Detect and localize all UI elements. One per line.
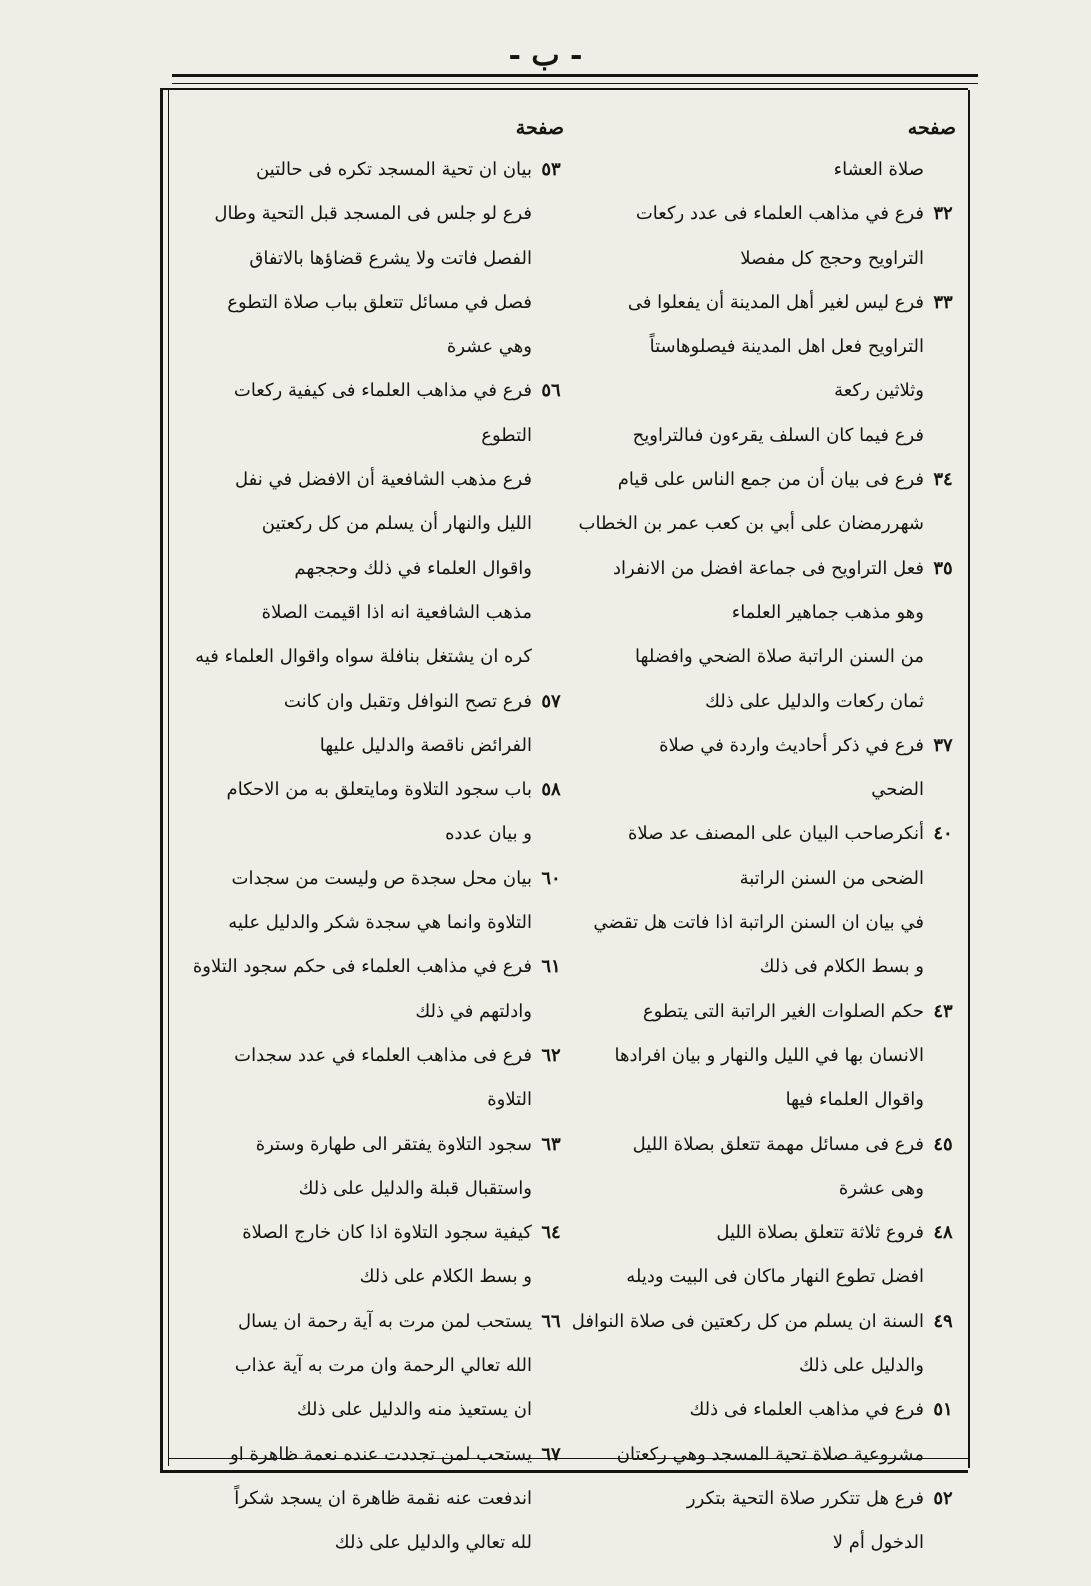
toc-page-number: ٣٥ [933,557,953,579]
toc-entry-text: صلاة العشاء [833,159,924,180]
toc-page-number [532,901,570,945]
toc-entry-line [178,635,570,679]
toc-page-number [924,414,962,458]
toc-entry-text: حكم الصلوات الغير الراتبة التى يتطوع [642,1000,924,1022]
toc-page-number [924,369,962,413]
toc-page-number [924,502,962,546]
toc-page-number [532,237,570,281]
toc-entry-line [178,1300,570,1344]
toc-page-number [532,325,570,369]
toc-entry-text: فرع في مذاهب العلماء فى عدد ركعات [635,203,924,225]
toc-entry-line [572,635,962,679]
toc-page-number: ٥٧ [541,690,561,712]
toc-entry-text: التلاوة وانما هي سجدة شكر والدليل عليه [228,912,532,934]
toc-entry-line [178,1521,570,1565]
toc-entry-line [572,1477,962,1521]
toc-left-column [178,108,570,1566]
toc-page-number [924,1344,962,1388]
toc-entry-text: الليل والنهار أن يسلم من كل ركعتين [261,513,532,535]
toc-page-number: ٥٦ [541,380,561,402]
column-divider [968,90,970,1468]
toc-entry-text: ان يستعيذ منه والدليل على ذلك [296,1399,532,1421]
toc-entry-line [572,1123,962,1167]
toc-entry-line [178,192,570,236]
toc-page-number [532,1521,570,1565]
toc-entry-text: أنكرصاحب البيان على المصنف عد صلاة [627,823,924,845]
toc-entry-text: بيان محل سجدة ص وليست من سجدات [231,867,532,889]
toc-entry-line [178,502,570,546]
toc-entry-text: فرع لو جلس فى المسجد قبل التحية وطال [214,203,532,225]
toc-entry-line [178,458,570,502]
toc-entry-text: من السنن الراتبة صلاة الضحي وافضلها [635,646,924,668]
toc-entry-line [178,148,570,192]
toc-entry-text: الضحي [871,779,924,801]
toc-entry-line [178,1477,570,1521]
toc-page-number [924,680,962,724]
toc-page-number [532,192,570,236]
toc-entry-text: ثمان ركعات والدليل على ذلك [705,690,924,712]
toc-page-number [924,945,962,989]
toc-entry-line [178,768,570,812]
toc-entry-line [572,812,962,856]
toc-entry-text: كره ان يشتغل بنافلة سواه واقوال العلماء فيه [195,646,532,668]
toc-page-number: ٤٨ [933,1222,953,1244]
toc-entry-text: مشروعية صلاة تحية المسجد وهي ركعتان [616,1443,924,1465]
toc-entry-line [572,414,962,458]
toc-entry-text: فرع مذهب الشافعية أن الافضل في نفل [235,469,532,491]
toc-entry-text: السنة ان يسلم من كل ركعتين فى صلاة النوافل [572,1310,924,1332]
toc-entry-line [178,369,570,413]
toc-entry-text: الفصل فاتت ولا يشرع قضاؤها بالاتفاق [249,247,532,269]
toc-entry-text: فعل التراويح فى جماعة افضل من الانفراد [613,557,924,579]
toc-entry-text: فرع ليس لغير أهل المدينة أن يفعلوا فى [627,291,924,313]
toc-entry-line [178,1433,570,1477]
toc-entry-text: مذهب الشافعية انه اذا اقيمت الصلاة [261,601,532,623]
toc-entry-line [572,1211,962,1255]
toc-page-number: ٤٠ [933,823,953,845]
toc-page-number [924,1433,962,1477]
toc-page-number: ٦١ [541,956,561,978]
toc-entry-line [572,1300,962,1344]
toc-page-number [924,768,962,812]
toc-entry-text: فرع فى بيان أن من جمع الناس على قيام [617,469,924,491]
toc-entry-line [572,1078,962,1122]
toc-entry-line [572,502,962,546]
toc-page-number: ٦٦ [541,1310,561,1332]
toc-entry-line [572,1388,962,1432]
toc-entry-text: التراويح وحجج كل مفصلا [740,247,924,269]
toc-entry-text: يستحب لمن مرت به آية رحمة ان يسال [237,1310,532,1332]
toc-entry-text: كيفية سجود التلاوة اذا كان خارج الصلاة [242,1222,532,1244]
toc-entry-line [178,1034,570,1078]
toc-page-number [924,857,962,901]
toc-entry-line [572,148,962,192]
toc-entry-line [572,325,962,369]
frame-left-inner-rule [168,90,169,1466]
toc-entry-line [572,192,962,236]
toc-page-number: ٦٤ [541,1222,561,1244]
toc-page-number: ٣٢ [933,203,953,225]
toc-entry-line [572,1034,962,1078]
toc-entry-line [178,1078,570,1122]
toc-page-number [924,1255,962,1299]
toc-entry-line [572,1255,962,1299]
toc-entry-text: الدخول أم لا [832,1532,924,1554]
toc-entry-text: و بسط الكلام فى ذلك [759,956,924,978]
toc-page-number [924,1034,962,1078]
toc-entry-text: وثلاثين ركعة [834,380,924,402]
toc-page-number [532,812,570,856]
toc-page-number [924,1521,962,1565]
toc-entry-text: بيان ان تحية المسجد تكره فى حالتين [255,159,532,180]
toc-entry-line [178,1388,570,1432]
toc-entry-line [178,325,570,369]
toc-entry-line [178,1255,570,1299]
toc-page-number: ٦٧ [541,1443,561,1465]
toc-entry-text: و بيان عدده [445,823,532,845]
toc-page-number [532,1078,570,1122]
toc-page-number [532,458,570,502]
toc-entry-line [178,237,570,281]
toc-entry-text: يستحب لمن تجددت عنده نعمة ظاهرة او [230,1443,532,1465]
toc-entry-text: الفرائض ناقصة والدليل عليها [319,734,532,756]
toc-entry-line [572,369,962,413]
toc-entry-text: الضحى من السنن الراتبة [739,867,924,889]
toc-entry-text: فرع في مذاهب العلماء فى ذلك [689,1399,924,1421]
toc-entry-text: فرع فى مذاهب العلماء في عدد سجدات [234,1044,532,1066]
toc-entry-text: واستقبال قبلة والدليل على ذلك [298,1177,532,1199]
toc-page-number [532,414,570,458]
toc-page-number: ٦٢ [541,1044,561,1066]
toc-page-number [532,281,570,325]
toc-page-number: ٥٨ [541,779,561,801]
toc-entry-text: لله تعالي والدليل على ذلك [334,1532,532,1554]
toc-entry-line [572,945,962,989]
toc-page-number [924,635,962,679]
toc-page-number: ٦٣ [541,1133,561,1155]
toc-page-number [924,325,962,369]
toc-entry-line [572,901,962,945]
page-column-heading: صفحة [515,117,564,139]
toc-entry-text: شهررمضان على أبي بن كعب عمر بن الخطاب [578,513,924,535]
toc-page-number [532,1388,570,1432]
toc-page-number: ٤٩ [933,1310,953,1332]
toc-page-number: ٣٧ [933,734,953,756]
toc-entry-line [178,281,570,325]
toc-entry-text: وادلتهم في ذلك [415,1000,532,1022]
toc-entry-text: فرع في ذكر أحاديث واردة في صلاة [659,734,924,756]
toc-entry-text: الله تعالي الرحمة وان مرت به آية عذاب [234,1355,532,1377]
toc-page-number: ٥١ [933,1399,953,1421]
toc-entry-text: وهو مذهب جماهير العلماء [731,601,924,623]
toc-page-number [532,724,570,768]
toc-entry-line [178,812,570,856]
toc-entry-text: فرع فيما كان السلف يقرءون فىالتراويح [632,424,924,446]
toc-entry-text: واقوال العلماء فيها [785,1089,924,1111]
toc-entry-line [178,1211,570,1255]
toc-page-number [924,901,962,945]
toc-page-number [532,502,570,546]
toc-entry-line [178,547,570,591]
toc-entry-line [572,724,962,768]
toc-entry-text: وهى عشرة [838,1177,924,1199]
toc-entry-line [572,1433,962,1477]
toc-entry-line [572,1167,962,1211]
toc-entry-line [572,990,962,1034]
toc-right-lines [572,148,962,1566]
toc-entry-line [178,1123,570,1167]
toc-entry-text: و بسط الكلام على ذلك [359,1266,532,1288]
toc-page-number [532,547,570,591]
toc-entry-line [178,414,570,458]
toc-entry-line [178,857,570,901]
toc-entry-line [572,458,962,502]
toc-page-number [924,591,962,635]
toc-entry-text: في بيان ان السنن الراتبة اذا فاتت هل تقضي [593,912,924,934]
toc-page-number [532,1477,570,1521]
toc-page-number: ٤٣ [933,1000,953,1022]
toc-entry-text: التطوع [481,424,532,446]
toc-page-number: ٥٣ [541,159,561,180]
toc-page-number [532,990,570,1034]
toc-entry-text: واقوال العلماء في ذلك وحججهم [294,557,532,579]
toc-page-number [924,1078,962,1122]
toc-entry-text: التراويح فعل اهل المدينة فيصلوهاستاً [649,336,924,358]
toc-page-number: ٣٣ [933,291,953,313]
toc-entry-line [572,768,962,812]
toc-entry-line [572,281,962,325]
toc-entry-line [572,680,962,724]
toc-entry-line [572,547,962,591]
toc-entry-text: باب سجود التلاوة ومايتعلق به من الاحكام [226,779,532,801]
toc-entry-text: فرع في مذاهب العلماء فى كيفية ركعات [233,380,532,402]
toc-entry-text: سجود التلاوة يفتقر الى طهارة وسترة [255,1133,532,1155]
toc-right-column [572,108,962,1566]
toc-entry-line [178,945,570,989]
toc-entry-text: فرع هل تتكرر صلاة التحية بتكرر [686,1487,924,1509]
toc-entry-line [178,1344,570,1388]
toc-entry-line [572,1344,962,1388]
toc-page-number [532,635,570,679]
toc-entry-text: افضل تطوع النهار ماكان فى البيت وديله [626,1266,924,1288]
toc-left-lines [178,148,570,1566]
toc-entry-text: اندفعت عنه نقمة ظاهرة ان يسجد شكراً [234,1487,532,1509]
top-rule [172,74,978,77]
toc-entry-line [572,591,962,635]
toc-page-number [924,237,962,281]
toc-page-number: ٤٥ [933,1133,953,1155]
toc-page-number: ٦٠ [541,867,561,889]
toc-page-number [924,148,962,192]
toc-entry-text: وهي عشرة [446,336,532,358]
toc-entry-line [178,724,570,768]
toc-entry-line [178,591,570,635]
page-marker: - ب - [508,38,583,73]
toc-entry-line [178,990,570,1034]
toc-entry-text: فرع فى مسائل مهمة تتعلق بصلاة الليل [632,1133,924,1155]
toc-page-number: ٣٤ [933,469,953,491]
toc-entry-line [572,857,962,901]
toc-entry-line [178,901,570,945]
toc-page-number [532,1255,570,1299]
toc-entry-text: فصل في مسائل تتعلق بباب صلاة التطوع [227,291,532,313]
page-column-heading: صفحه [907,117,956,139]
toc-entry-text: التلاوة [487,1089,532,1111]
toc-entry-line [572,237,962,281]
toc-entry-line [178,680,570,724]
toc-entry-text: فرع تصح النوافل وتقبل وان كانت [283,690,532,712]
toc-entry-line [572,1521,962,1565]
toc-entry-text: الانسان بها في الليل والنهار و بيان افرادها [614,1044,924,1066]
toc-page-number [532,1167,570,1211]
toc-page-number [532,591,570,635]
toc-page-number: ٥٢ [933,1487,953,1509]
toc-entry-text: فروع ثلاثة تتعلق بصلاة الليل [716,1222,924,1244]
top-rule-thin [172,83,978,84]
toc-entry-line [178,1167,570,1211]
toc-entry-text: والدليل على ذلك [799,1355,924,1377]
toc-page-number [532,1344,570,1388]
toc-entry-text: فرع في مذاهب العلماء فى حكم سجود التلاوة [192,956,532,978]
toc-page-number [924,1167,962,1211]
